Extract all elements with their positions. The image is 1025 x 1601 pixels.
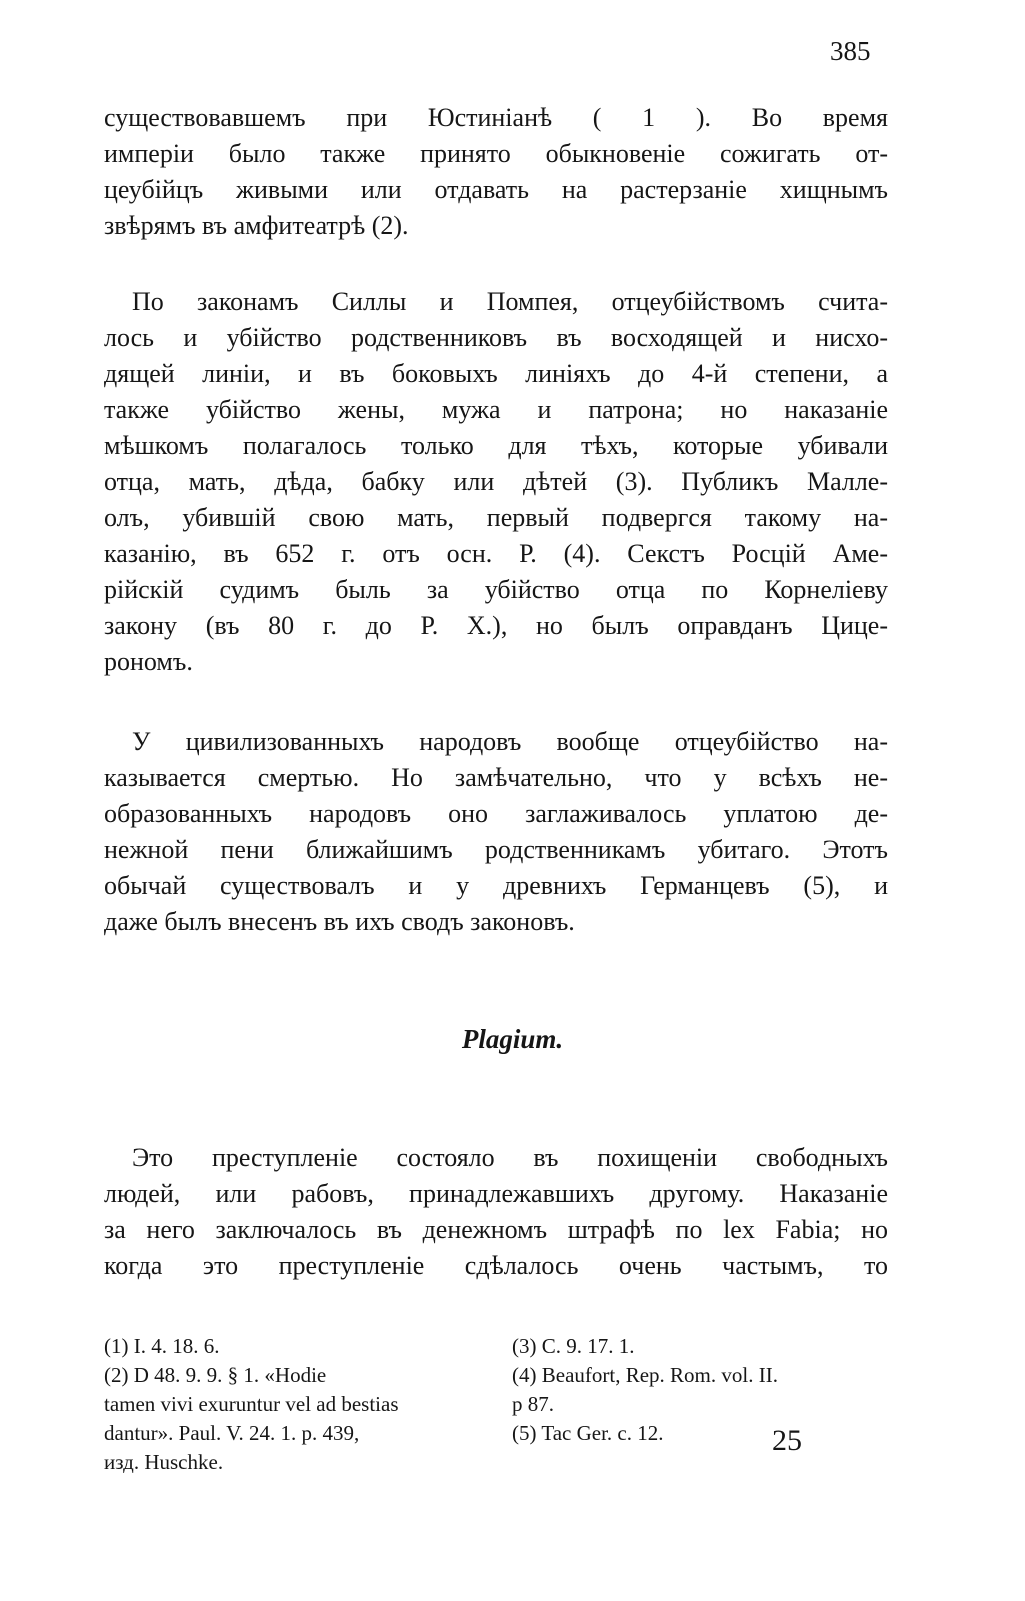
text-line: обычай существовалъ и у древнихъ Германцевъ (5), и (104, 871, 888, 900)
text-line: казывается смертью. Но замѣчательно, что у всѣхъ не- (104, 763, 888, 792)
signature-mark: 25 (772, 1424, 802, 1457)
text-line: образованныхъ народовъ оно заглаживалось уплатою де- (104, 799, 888, 828)
text-line: звѣрямъ въ амфитеатрѣ (2). (104, 211, 409, 240)
paragraph-2 (104, 284, 888, 680)
section-heading: Plagium. (461, 1024, 564, 1054)
text-line: казанію, въ 652 г. отъ осн. Р. (4). Секстъ Росцій Аме- (104, 539, 888, 568)
text-line: закону (въ 80 г. до Р. Х.), но былъ оправданъ Цице- (104, 611, 888, 640)
footnote-line: (5) Tac Ger. c. 12. (512, 1421, 664, 1445)
text-line: олъ, убившій свою мать, первый подвергся такому на- (104, 503, 888, 532)
footnote-line: (3) C. 9. 17. 1. (512, 1334, 635, 1358)
text-line: цеубійцъ живыми или отдавать на растерзаніе хищнымъ (104, 175, 888, 204)
paragraph-3 (104, 724, 888, 940)
text-line: рономъ. (104, 647, 193, 676)
footnote-line: (1) I. 4. 18. 6. (104, 1334, 220, 1358)
page-number: 385 (830, 36, 871, 66)
paragraph-1 (104, 100, 888, 244)
footnote-line: tamen vivi exuruntur vel ad bestias (104, 1392, 399, 1416)
text-line: людей, или рабовъ, принадлежавшихъ другому. Наказаніе (104, 1179, 888, 1208)
text-line: нежной пени ближайшимъ родственникамъ убитаго. Этотъ (104, 835, 888, 864)
text-line: отца, мать, дѣда, бабку или дѣтей (3). Публикъ Малле- (104, 467, 888, 496)
text-line: также убійство жены, мужа и патрона; но наказаніе (104, 395, 888, 424)
footnote-line: p 87. (512, 1392, 554, 1416)
text-line: мѣшкомъ полагалось только для тѣхъ, которые убивали (104, 431, 888, 460)
text-line: Это преступленіе состояло въ похищеніи свободныхъ (132, 1143, 888, 1172)
text-line: дящей линіи, и въ боковыхъ линіяхъ до 4-й степени, а (104, 359, 888, 388)
text-line: имперіи было также принято обыкновеніе сожигать от- (104, 139, 888, 168)
footnote-line: изд. Huschke. (104, 1450, 224, 1474)
text-line: за него заключалось въ денежномъ штрафѣ по lex Fabia; но (104, 1215, 888, 1244)
text-line: даже былъ внесенъ въ ихъ сводъ законовъ. (104, 907, 575, 936)
footnote-line: (2) D 48. 9. 9. § 1. «Hodie (104, 1363, 327, 1387)
text-line: У цивилизованныхъ народовъ вообще отцеубійство на- (132, 727, 888, 756)
footnote-line: dantur». Paul. V. 24. 1. p. 439, (104, 1421, 360, 1445)
footnotes-right (512, 1332, 892, 1448)
text-line: По законамъ Силлы и Помпея, отцеубійствомъ счита- (132, 287, 888, 316)
text-line: рійскій судимъ быль за убійство отца по Корнеліеву (104, 575, 888, 604)
text-line: лось и убійство родственниковъ въ восходящей и нисхо- (104, 323, 888, 352)
paragraph-4 (104, 1140, 888, 1284)
footnotes-left (104, 1332, 489, 1477)
footnote-line: (4) Beaufort, Rep. Rom. vol. II. (512, 1363, 778, 1387)
text-line: когда это преступленіе сдѣлалось очень частымъ, то (104, 1251, 888, 1280)
text-line: существовавшемъ при Юстиніанѣ ( 1 ). Во время (104, 103, 888, 132)
